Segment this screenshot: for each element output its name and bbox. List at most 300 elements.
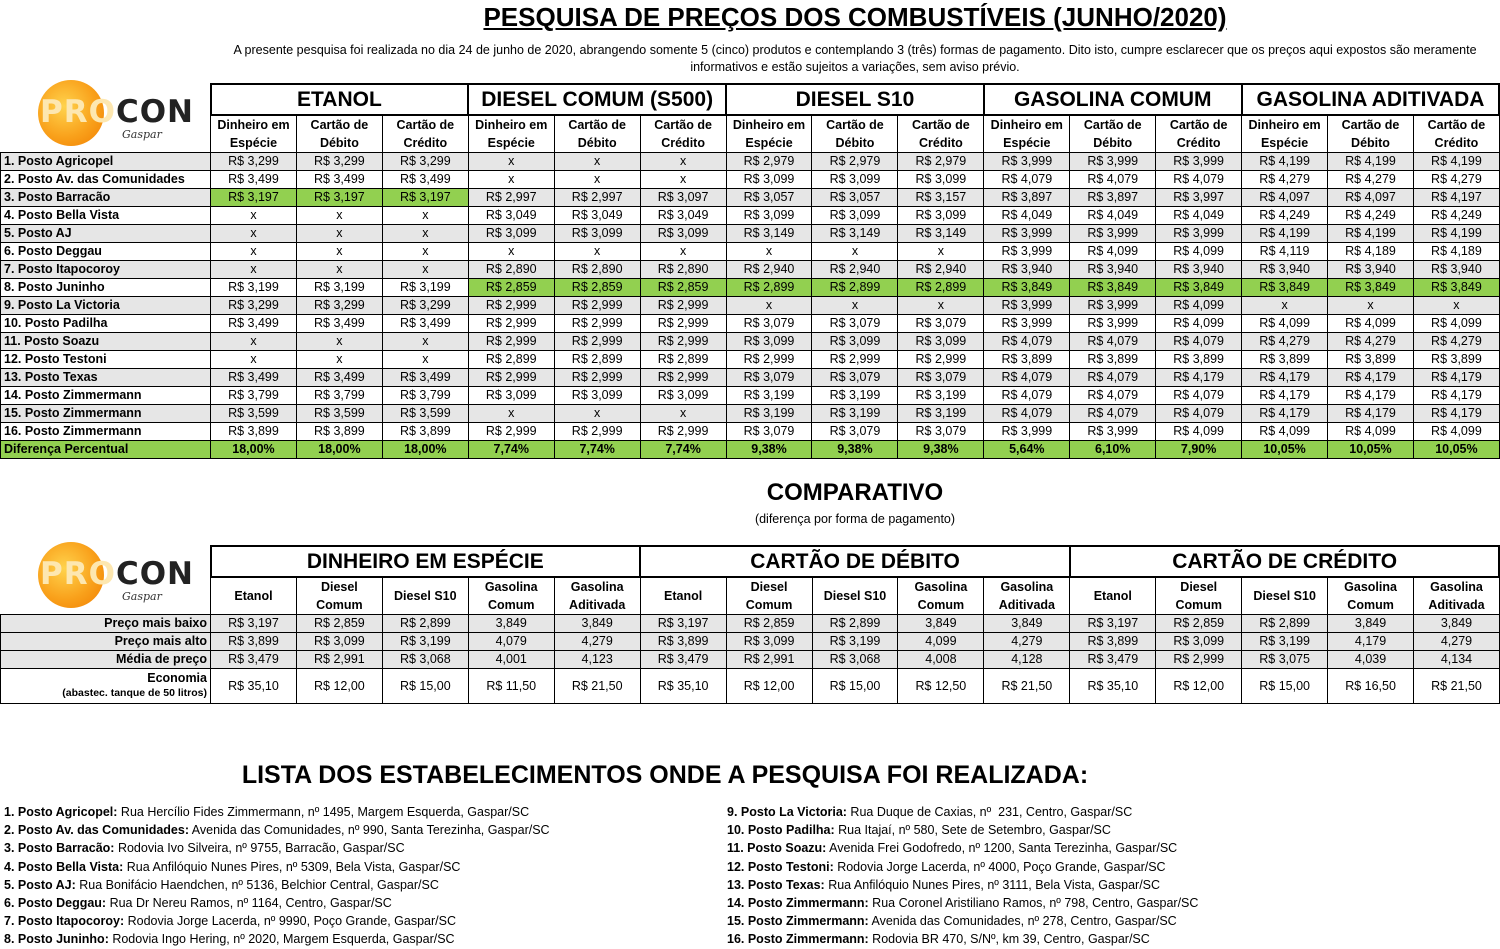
- price-cell: R$ 3,099: [554, 225, 640, 243]
- establishment-name: 14. Posto Zimmermann:: [727, 896, 869, 911]
- difference-cell: 10,05%: [1242, 441, 1328, 459]
- price-cell: R$ 2,999: [554, 297, 640, 315]
- establishment-name: 11. Posto Soazu:: [727, 841, 827, 856]
- price-cell: R$ 3,499: [211, 315, 297, 333]
- price-cell: R$ 4,079: [1070, 171, 1156, 189]
- metric-cell: R$ 3,479: [1070, 651, 1156, 669]
- price-cell: R$ 4,099: [1413, 423, 1499, 441]
- price-cell: R$ 2,999: [554, 369, 640, 387]
- establishment-name: 16. Posto Zimmermann:: [727, 932, 869, 947]
- establishment-name: 13. Posto Texas:: [727, 877, 825, 892]
- price-cell: R$ 3,940: [1242, 261, 1328, 279]
- price-cell: R$ 3,999: [984, 153, 1070, 171]
- price-cell: R$ 3,499: [296, 171, 382, 189]
- price-cell: R$ 2,979: [726, 153, 812, 171]
- station-name: 7. Posto Itapocoroy: [1, 261, 211, 279]
- price-cell: R$ 4,049: [1156, 207, 1242, 225]
- table-row: [1, 615, 1500, 633]
- metric-cell: 4,123: [554, 651, 640, 669]
- price-cell: R$ 4,279: [1328, 171, 1414, 189]
- price-cell: R$ 4,189: [1413, 243, 1499, 261]
- price-cell: R$ 2,999: [812, 351, 898, 369]
- metric-cell: 3,849: [984, 615, 1070, 633]
- fuel-group-label: DIESEL COMUM (S500): [468, 84, 726, 115]
- economia-cell: R$ 15,00: [1242, 669, 1328, 704]
- economia-cell: R$ 35,10: [640, 669, 726, 704]
- establishment-name: 5. Posto AJ:: [4, 877, 76, 892]
- price-cell: x: [640, 405, 726, 423]
- establishment-address: Avenida das Comunidades, nº 278, Centro, Gaspar/SC: [868, 914, 1177, 929]
- price-cell: x: [554, 153, 640, 171]
- price-cell: R$ 3,849: [1156, 279, 1242, 297]
- establishment-address: Avenida das Comunidades, nº 990, Santa Terezinha, Gaspar/SC: [189, 823, 550, 838]
- price-cell: R$ 4,179: [1328, 387, 1414, 405]
- price-cell: R$ 4,099: [1242, 315, 1328, 333]
- price-cell: R$ 3,899: [211, 423, 297, 441]
- metric-cell: R$ 3,899: [640, 633, 726, 651]
- metric-cell: R$ 2,899: [1242, 615, 1328, 633]
- list-item: [727, 803, 1487, 821]
- price-cell: R$ 4,099: [1242, 423, 1328, 441]
- payment-label: Dinheiro em Espécie: [726, 115, 812, 153]
- economia-label: [1, 669, 211, 704]
- price-cell: R$ 3,499: [211, 171, 297, 189]
- price-cell: R$ 3,997: [1156, 189, 1242, 207]
- price-cell: x: [640, 153, 726, 171]
- price-cell: R$ 3,199: [898, 405, 984, 423]
- price-cell: R$ 3,199: [296, 279, 382, 297]
- fuel-group-header: [1, 84, 1500, 115]
- table-row: [1, 189, 1500, 207]
- price-cell: x: [898, 243, 984, 261]
- establishment-name: 6. Posto Deggau:: [4, 896, 107, 911]
- establishment-list-right: [727, 803, 1487, 949]
- list-item: [4, 930, 714, 948]
- price-cell: R$ 3,197: [211, 189, 297, 207]
- economia-cell: R$ 15,00: [382, 669, 468, 704]
- price-cell: R$ 3,149: [812, 225, 898, 243]
- difference-cell: 9,38%: [726, 441, 812, 459]
- economia-cell: R$ 12,00: [726, 669, 812, 704]
- price-cell: R$ 3,099: [898, 171, 984, 189]
- price-cell: R$ 3,849: [984, 279, 1070, 297]
- station-name: 13. Posto Texas: [1, 369, 211, 387]
- price-cell: R$ 3,049: [554, 207, 640, 225]
- difference-cell: 9,38%: [898, 441, 984, 459]
- price-cell: R$ 4,119: [1242, 243, 1328, 261]
- price-cell: R$ 3,940: [1156, 261, 1242, 279]
- fuel-label: Gasolina Aditivada: [554, 577, 640, 615]
- price-cell: R$ 3,999: [1070, 153, 1156, 171]
- price-cell: R$ 3,099: [726, 171, 812, 189]
- price-cell: R$ 3,099: [812, 171, 898, 189]
- price-cell: R$ 3,499: [382, 315, 468, 333]
- price-cell: R$ 2,940: [812, 261, 898, 279]
- economia-cell: R$ 21,50: [984, 669, 1070, 704]
- price-cell: R$ 2,999: [640, 333, 726, 351]
- difference-row: [1, 441, 1500, 459]
- price-cell: x: [468, 405, 554, 423]
- establishment-name: 2. Posto Av. das Comunidades:: [4, 823, 189, 838]
- logo-pro: PRO: [40, 94, 116, 130]
- price-cell: R$ 3,999: [1070, 297, 1156, 315]
- price-cell: R$ 4,199: [1242, 153, 1328, 171]
- list-item: [4, 858, 714, 876]
- price-cell: R$ 2,999: [468, 369, 554, 387]
- price-cell: R$ 4,249: [1413, 207, 1499, 225]
- station-name: 8. Posto Juninho: [1, 279, 211, 297]
- metric-cell: R$ 3,479: [640, 651, 726, 669]
- fuel-label: Diesel Comum: [296, 577, 382, 615]
- price-cell: R$ 3,599: [296, 405, 382, 423]
- price-cell: R$ 2,890: [554, 261, 640, 279]
- price-cell: R$ 4,099: [1156, 297, 1242, 315]
- price-cell: R$ 3,199: [898, 387, 984, 405]
- price-cell: R$ 3,899: [1242, 351, 1328, 369]
- price-cell: R$ 3,799: [382, 387, 468, 405]
- price-cell: R$ 3,999: [984, 315, 1070, 333]
- metric-cell: 3,849: [1414, 615, 1500, 633]
- research-note: A presente pesquisa foi realizada no dia 24 de junho de 2020, abrangendo somente 5 (cinco) produtos e contemplando 3 (três) formas de pagamento. Dito isto, cumpre esclarecer que os preços aqui expostos são meramente informativos e estão sujeitos a variações, sem aviso prévio.: [233, 43, 1477, 74]
- price-cell: R$ 3,057: [812, 189, 898, 207]
- fuel-label: Gasolina Comum: [1328, 577, 1414, 615]
- payment-label: Cartão de Débito: [296, 115, 382, 153]
- price-cell: R$ 3,899: [1070, 351, 1156, 369]
- metric-cell: R$ 3,099: [1156, 633, 1242, 651]
- price-cell: R$ 3,099: [640, 387, 726, 405]
- list-item: [727, 912, 1487, 930]
- difference-cell: 7,74%: [468, 441, 554, 459]
- payment-label: Dinheiro em Espécie: [211, 115, 297, 153]
- price-cell: R$ 3,057: [726, 189, 812, 207]
- metric-label: Média de preço: [1, 651, 211, 669]
- metric-cell: R$ 2,899: [382, 615, 468, 633]
- metric-cell: 4,128: [984, 651, 1070, 669]
- price-cell: R$ 3,899: [1413, 351, 1499, 369]
- price-cell: R$ 3,999: [1070, 225, 1156, 243]
- price-cell: R$ 2,940: [898, 261, 984, 279]
- price-cell: x: [211, 261, 297, 279]
- difference-cell: 18,00%: [382, 441, 468, 459]
- establishment-address: Rua Hercílio Fides Zimmermann, nº 1495, Margem Esquerda, Gaspar/SC: [117, 805, 530, 819]
- price-cell: R$ 4,079: [1070, 369, 1156, 387]
- price-cell: x: [296, 333, 382, 351]
- establishment-address: Rua Itajaí, nº 580, Sete de Setembro, Gaspar/SC: [834, 823, 1111, 838]
- economia-sublabel: (abastec. tanque de 50 litros): [62, 687, 207, 699]
- list-item: [4, 821, 714, 839]
- price-cell: R$ 2,999: [640, 369, 726, 387]
- fuel-label: Diesel S10: [1242, 577, 1328, 615]
- price-cell: R$ 3,999: [1156, 225, 1242, 243]
- table-row: [1, 279, 1500, 297]
- establishment-name: 10. Posto Padilha:: [727, 823, 835, 838]
- difference-cell: 7,74%: [554, 441, 640, 459]
- price-cell: R$ 3,199: [812, 387, 898, 405]
- price-cell: R$ 4,179: [1156, 369, 1242, 387]
- price-cell: R$ 4,179: [1413, 369, 1499, 387]
- establishment-name: 7. Posto Itapocoroy:: [4, 914, 125, 929]
- price-cell: R$ 3,499: [296, 315, 382, 333]
- payment-label: Cartão de Crédito: [1156, 115, 1242, 153]
- payment-group-label: CARTÃO DE DÉBITO: [640, 546, 1070, 577]
- metric-cell: 4,179: [1328, 633, 1414, 651]
- price-cell: R$ 2,999: [726, 351, 812, 369]
- price-cell: R$ 4,179: [1242, 405, 1328, 423]
- price-cell: R$ 4,099: [1413, 315, 1499, 333]
- comparativo-title: COMPARATIVO: [766, 479, 944, 506]
- price-cell: x: [898, 297, 984, 315]
- price-cell: R$ 4,079: [1156, 405, 1242, 423]
- payment-label: Dinheiro em Espécie: [984, 115, 1070, 153]
- fuel-group-label: ETANOL: [211, 84, 469, 115]
- price-cell: R$ 3,599: [382, 405, 468, 423]
- logo-subtitle: Gaspar: [122, 128, 162, 141]
- metric-cell: 4,008: [898, 651, 984, 669]
- table-row: [1, 387, 1500, 405]
- economia-cell: R$ 12,00: [1156, 669, 1242, 704]
- price-cell: R$ 3,197: [296, 189, 382, 207]
- price-cell: R$ 2,999: [640, 315, 726, 333]
- price-cell: R$ 4,179: [1242, 387, 1328, 405]
- price-cell: R$ 2,899: [554, 351, 640, 369]
- payment-label: Cartão de Crédito: [898, 115, 984, 153]
- station-name: 11. Posto Soazu: [1, 333, 211, 351]
- price-cell: x: [1413, 297, 1499, 315]
- metric-cell: 4,279: [984, 633, 1070, 651]
- price-cell: R$ 2,997: [554, 189, 640, 207]
- price-cell: x: [640, 243, 726, 261]
- metric-cell: R$ 2,999: [1156, 651, 1242, 669]
- price-cell: R$ 3,099: [812, 333, 898, 351]
- difference-cell: 10,05%: [1413, 441, 1499, 459]
- difference-cell: 9,38%: [812, 441, 898, 459]
- price-cell: x: [211, 333, 297, 351]
- price-cell: R$ 4,279: [1413, 333, 1499, 351]
- list-item: [727, 839, 1487, 857]
- logo-con: CON: [115, 556, 195, 592]
- price-cell: R$ 3,099: [898, 207, 984, 225]
- price-cell: R$ 3,940: [1070, 261, 1156, 279]
- price-cell: R$ 3,079: [726, 423, 812, 441]
- price-cell: R$ 3,940: [1413, 261, 1499, 279]
- price-cell: R$ 2,859: [468, 279, 554, 297]
- price-cell: R$ 2,999: [468, 297, 554, 315]
- metric-cell: R$ 2,859: [1156, 615, 1242, 633]
- price-cell: R$ 4,099: [1156, 315, 1242, 333]
- establishment-address: Rua Bonifácio Haendchen, nº 5136, Belchior Central, Gaspar/SC: [75, 877, 439, 892]
- price-cell: R$ 4,199: [1413, 153, 1499, 171]
- price-cell: R$ 3,940: [1328, 261, 1414, 279]
- metric-cell: 4,279: [1414, 633, 1500, 651]
- establishment-address: Rua Anfilóquio Nunes Pires, nº 3111, Bela Vista, Gaspar/SC: [824, 877, 1161, 892]
- price-cell: R$ 3,897: [984, 189, 1070, 207]
- establishment-address: Rua Coronel Aristiliano Ramos, nº 798, Centro, Gaspar/SC: [868, 896, 1199, 911]
- price-cell: R$ 3,849: [1413, 279, 1499, 297]
- price-cell: R$ 2,999: [554, 315, 640, 333]
- payment-group-label: CARTÃO DE CRÉDITO: [1070, 546, 1500, 577]
- metric-cell: R$ 2,991: [296, 651, 382, 669]
- table-row: [1, 153, 1500, 171]
- metric-cell: R$ 3,197: [640, 615, 726, 633]
- price-cell: x: [382, 261, 468, 279]
- difference-cell: 5,64%: [984, 441, 1070, 459]
- price-cell: R$ 3,999: [984, 297, 1070, 315]
- price-cell: x: [468, 243, 554, 261]
- establishment-address: Rodovia Jorge Lacerda, nº 4000, Poço Grande, Gaspar/SC: [833, 859, 1166, 874]
- price-cell: x: [468, 153, 554, 171]
- establishment-address: Rodovia Jorge Lacerda, nº 9990, Poço Grande, Gaspar/SC: [124, 914, 456, 929]
- economia-row: [1, 669, 1500, 704]
- metric-cell: R$ 3,197: [211, 615, 297, 633]
- payment-group-header: [1, 546, 1500, 577]
- price-cell: R$ 3,899: [1328, 351, 1414, 369]
- payment-header: [1, 115, 1500, 153]
- price-cell: R$ 3,899: [382, 423, 468, 441]
- fuel-label: Gasolina Aditivada: [1414, 577, 1500, 615]
- price-cell: R$ 2,999: [554, 423, 640, 441]
- price-cell: R$ 4,279: [1242, 333, 1328, 351]
- price-cell: R$ 3,097: [640, 189, 726, 207]
- price-cell: R$ 2,997: [468, 189, 554, 207]
- economia-cell: R$ 21,50: [1414, 669, 1500, 704]
- metric-label: Preço mais baixo: [1, 615, 211, 633]
- station-name: 14. Posto Zimmermann: [1, 387, 211, 405]
- station-name: 4. Posto Bella Vista: [1, 207, 211, 225]
- price-cell: x: [1328, 297, 1414, 315]
- price-cell: R$ 3,149: [726, 225, 812, 243]
- price-cell: R$ 2,999: [640, 297, 726, 315]
- price-cell: R$ 4,079: [984, 369, 1070, 387]
- price-cell: R$ 4,099: [1156, 423, 1242, 441]
- establishment-name: 3. Posto Barracão:: [4, 841, 115, 856]
- price-cell: R$ 2,859: [640, 279, 726, 297]
- price-cell: R$ 2,899: [640, 351, 726, 369]
- fuel-label: Etanol: [1070, 577, 1156, 615]
- price-cell: R$ 4,099: [1156, 243, 1242, 261]
- price-cell: R$ 3,849: [1328, 279, 1414, 297]
- fuel-group-label: DIESEL S10: [726, 84, 984, 115]
- list-item: [727, 821, 1487, 839]
- price-cell: R$ 4,279: [1242, 171, 1328, 189]
- establishment-name: 12. Posto Testoni:: [727, 859, 834, 874]
- metric-cell: 3,849: [554, 615, 640, 633]
- price-cell: x: [296, 261, 382, 279]
- price-cell: R$ 3,079: [812, 369, 898, 387]
- price-cell: R$ 4,199: [1328, 153, 1414, 171]
- difference-label: Diferença Percentual: [1, 441, 211, 459]
- establishment-address: Rua Anfilóquio Nunes Pires, nº 5309, Bela Vista, Gaspar/SC: [123, 859, 461, 874]
- metric-cell: 4,079: [468, 633, 554, 651]
- fuel-label: Etanol: [640, 577, 726, 615]
- economia-title: Economia: [147, 671, 207, 685]
- table-row: [1, 405, 1500, 423]
- price-cell: R$ 3,079: [898, 315, 984, 333]
- establishment-name: 1. Posto Agricopel:: [4, 805, 118, 819]
- metric-cell: R$ 3,068: [382, 651, 468, 669]
- metric-label: Preço mais alto: [1, 633, 211, 651]
- price-cell: R$ 3,799: [296, 387, 382, 405]
- economia-cell: R$ 16,50: [1328, 669, 1414, 704]
- price-cell: R$ 2,999: [468, 423, 554, 441]
- payment-label: Cartão de Débito: [812, 115, 898, 153]
- price-cell: x: [468, 171, 554, 189]
- station-name: 2. Posto Av. das Comunidades: [1, 171, 211, 189]
- price-cell: R$ 2,940: [726, 261, 812, 279]
- price-cell: R$ 3,079: [812, 315, 898, 333]
- price-cell: R$ 4,189: [1328, 243, 1414, 261]
- establishment-address: Rodovia Ingo Hering, nº 2020, Margem Esquerda, Gaspar/SC: [108, 932, 455, 947]
- fuel-label: Diesel Comum: [1156, 577, 1242, 615]
- metric-cell: R$ 3,899: [211, 633, 297, 651]
- station-name: 12. Posto Testoni: [1, 351, 211, 369]
- payment-label: Cartão de Crédito: [1413, 115, 1499, 153]
- price-cell: x: [554, 171, 640, 189]
- price-cell: R$ 3,899: [296, 423, 382, 441]
- price-cell: x: [296, 351, 382, 369]
- table-row: [1, 207, 1500, 225]
- station-name: 15. Posto Zimmermann: [1, 405, 211, 423]
- metric-cell: R$ 3,199: [1242, 633, 1328, 651]
- price-cell: R$ 3,299: [382, 153, 468, 171]
- payment-label: Cartão de Crédito: [640, 115, 726, 153]
- price-cell: R$ 3,079: [898, 423, 984, 441]
- establishment-list-left: [4, 803, 714, 949]
- price-cell: R$ 3,999: [1156, 153, 1242, 171]
- price-cell: R$ 2,999: [640, 423, 726, 441]
- price-cell: R$ 3,499: [382, 369, 468, 387]
- price-cell: R$ 4,079: [1156, 171, 1242, 189]
- price-cell: R$ 4,199: [1242, 225, 1328, 243]
- payment-group-label: DINHEIRO EM ESPÉCIE: [211, 546, 641, 577]
- price-cell: R$ 2,979: [898, 153, 984, 171]
- metric-cell: 4,039: [1328, 651, 1414, 669]
- price-cell: R$ 3,049: [640, 207, 726, 225]
- fuel-header: [1, 577, 1500, 615]
- payment-label: Cartão de Débito: [554, 115, 640, 153]
- establishment-name: 8. Posto Juninho:: [4, 932, 109, 947]
- station-name: 10. Posto Padilha: [1, 315, 211, 333]
- list-item: [727, 894, 1487, 912]
- price-cell: R$ 4,079: [984, 171, 1070, 189]
- metric-cell: R$ 3,099: [726, 633, 812, 651]
- price-cell: R$ 3,079: [726, 369, 812, 387]
- price-cell: R$ 4,097: [1328, 189, 1414, 207]
- price-cell: R$ 4,079: [984, 405, 1070, 423]
- list-item: [727, 858, 1487, 876]
- price-cell: x: [382, 243, 468, 261]
- price-cell: x: [812, 243, 898, 261]
- price-cell: R$ 4,249: [1328, 207, 1414, 225]
- fuel-label: Diesel S10: [812, 577, 898, 615]
- metric-cell: R$ 2,859: [296, 615, 382, 633]
- establishment-address: Rodovia BR 470, S/Nº, km 39, Centro, Gaspar/SC: [868, 932, 1150, 947]
- price-cell: R$ 4,049: [984, 207, 1070, 225]
- table-row: [1, 171, 1500, 189]
- price-cell: R$ 2,890: [640, 261, 726, 279]
- page-title: PESQUISA DE PREÇOS DOS COMBUSTÍVEIS (JUNHO/2020): [483, 2, 1227, 32]
- price-cell: R$ 3,299: [211, 297, 297, 315]
- establishment-address: Rua Duque de Caxias, nº 231, Centro, Gaspar/SC: [846, 805, 1133, 819]
- table-row: [1, 243, 1500, 261]
- metric-cell: R$ 3,197: [1070, 615, 1156, 633]
- economia-cell: R$ 11,50: [468, 669, 554, 704]
- price-cell: R$ 4,199: [1413, 225, 1499, 243]
- price-cell: R$ 3,099: [640, 225, 726, 243]
- price-cell: x: [382, 225, 468, 243]
- table-row: [1, 297, 1500, 315]
- metric-cell: R$ 3,099: [296, 633, 382, 651]
- price-cell: x: [382, 351, 468, 369]
